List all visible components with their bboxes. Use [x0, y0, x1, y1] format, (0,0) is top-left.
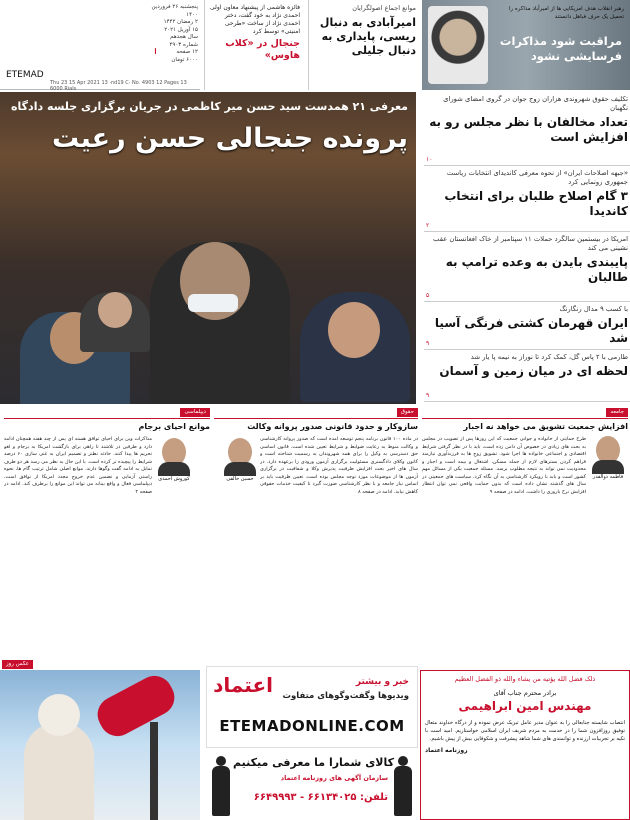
issue-hijri: ۲ رمضان ۱۴۴۲ [163, 19, 198, 25]
person-silhouette-icon [210, 756, 232, 818]
main-kicker: معرفی ۲۱ همدست سید حسن میر کاظمی در جریان برگزاری جلسه دادگاه [11, 100, 408, 113]
news-item[interactable] [424, 166, 630, 232]
news-headline: ۳ گام اصلاح طلبان برای انتخاب کاندیدا [444, 189, 628, 218]
notice-signature: روزنامه اعتماد [425, 747, 468, 754]
issue-info [146, 4, 198, 64]
defendant-photo [150, 242, 290, 404]
notice-body: انتصاب شایسته جنابعالی را به عنوان مدیر عامل تبریک عرض نموده و از درگاه خداوند متعال توفیق روزافزون شما را در خدمت به مردم شریف ایران اسلامی خواستاریم. امید است با تکیه بر تجربیات ارزنده و توانمندی های شما شاهد پیشرفت و شکوفایی بیش از پیش باشیم. [425, 720, 625, 742]
news-item[interactable] [424, 232, 630, 302]
teaser-leader[interactable] [422, 0, 630, 90]
page-number: ۱۰ [426, 156, 433, 163]
author-photo [156, 438, 192, 482]
author-photo [222, 438, 258, 482]
person-silhouette-icon [392, 756, 414, 818]
ad-phone[interactable]: تلفن: ۶۶۱۳۴۰۲۵ - ۶۶۴۹۹۹۳ [253, 792, 388, 803]
issue-pages: ۱۲ صفحه [176, 49, 198, 55]
photo-of-the-day[interactable] [0, 670, 200, 820]
issue-date: پنجشنبه ۲۶ فروردین ۱۴۰۰ [151, 4, 198, 18]
teaser-kicker: موانع اجماع اصولگرایان [352, 4, 416, 12]
news-kicker: «جبهه اصلاحات ایران» از نحوه معرفی کاندیدای انتخابات ریاست جمهوری رونمایی کرد [446, 169, 628, 186]
telescope-stand [150, 722, 158, 820]
author-name: کوروش احمدی [158, 476, 190, 482]
news-kicker: تکلیف حقوق شهروندی هزاران زوج جوان در گروی امضای شورای نگهبان [443, 95, 628, 112]
news-kicker: با کسب ۹ مدال رنگارنگ [559, 305, 628, 313]
ad-subline: سازمان آگهی های روزنامه اعتماد [280, 774, 388, 782]
news-kicker: امریکا در بیستمین سالگرد حملات ۱۱ سپتامبر از خاک افغانستان عقب نشینی می کند [433, 235, 628, 252]
column-title[interactable]: سازوکار و حدود قانونی صدور پروانه وکالت [247, 422, 418, 431]
notice-addressee: برادر محترم جناب آقای [493, 689, 557, 697]
column-title[interactable]: موانع احیای برجام [138, 422, 210, 431]
teaser-kicker: فائزه هاشمی از پیشنهاد معاون اولی احمدی نژاد به خود گفت، دختر احمدی نژاد از ساخت «طرحی امنیتی» توسط کرد [210, 4, 300, 35]
section-rule [422, 418, 628, 419]
ad-headline: کالای شمارا ما معرفی میکنیم [233, 756, 394, 769]
ad-line: خبر و بیشتر [355, 677, 409, 687]
leader-photo [428, 6, 488, 84]
column-body: در ماده ۱۰۰ قانون برنامه پنجم توسعه آمده است که صدور پروانه کارشناسی و وکالت منوط به رعایت ضوابط و شرایط تعیین شده است. قانون اساسی حق دسترسی به وکیل را برای همه شهروندان به رسمیت شناخته است و کانون وکلای دادگستری مسئولیت برگزاری آزمون ورودی را برعهده دارد. در سال های اخیر بحث افزایش ظرفیت پذیرش وکلا و شفافیت در برگزاری آزمون ها از موضوعات مورد توجه مجلس بوده است. تعیین ظرفیت باید بر اساس نیاز جامعه و با نظر کارشناسی صورت گیرد تا کیفیت خدمات حقوقی کاهش نیابد. ادامه در صفحه ۸ [260, 436, 418, 495]
teaser-headline: جنجال در «کلاب هاوس» [225, 38, 300, 61]
teaser-headline: امیرآبادی به دنبال ریسی، پایداری به دنبال جلیلی [319, 16, 416, 57]
author-name: فاطمه ذوالقدر [592, 474, 624, 480]
news-headline: پایبندی بایدن به وعده ترامپ به طالبان [445, 255, 628, 284]
news-headline: لحظه ای در میان زمین و آسمان [439, 364, 628, 378]
section-rule [214, 418, 418, 419]
issue-year: سال هجدهم [170, 34, 198, 40]
teaser-clubhouse[interactable] [204, 0, 304, 90]
right-column [420, 92, 630, 400]
author-name: حسین خالقی [226, 476, 254, 482]
page-number: ۹ [426, 392, 430, 399]
ad-line: ویدیوها وگفت‌وگوهای متفاوت [282, 691, 409, 701]
masthead [0, 0, 200, 90]
column-body: مذاکرات وین برای احیای توافق هسته ای پس از چند هفته همچنان ادامه دارد و طرفین در تلاشند تا راهی برای بازگشت امریکا به برجام و لغو تحریم ها پیدا کنند. حادثه نطنز و تصمیم ایران به غنی سازی ۶۰ درصد شرایط را پیچیده تر کرده است. با این حال به نظر می رسد هر دو طرف تمایل به ادامه گفت وگوها دارند. موانع اصلی شامل ترتیب گام ها، نحوه راستی آزمایی و تضمین عدم خروج مجدد امریکا از توافق است. دیپلماسی فعال و واقع بینانه می تواند این موانع را برطرف کند. ادامه در صفحه ۴ [4, 436, 152, 495]
page-number: ۹ [426, 340, 430, 347]
page-number: ۵ [426, 292, 430, 299]
news-headline: ایران قهرمان کشتی فرنگی آسیا شد [434, 316, 628, 345]
notice-verse: ذلک فضل الله یؤتیه من یشاء والله ذو الفضل العظیم [454, 675, 596, 683]
court-attendee-photo [80, 292, 150, 352]
telescope-photo [91, 670, 180, 742]
main-story-photo[interactable] [0, 92, 416, 404]
section-label: دیپلماسی [180, 408, 210, 417]
section-label: عکس روز [2, 660, 33, 669]
brand-latin: ETEMAD [6, 70, 44, 80]
column-body: طرح حمایتی از خانواده و جوانی جمعیت که این روزها پس از تصویب در مجلس به بحث های زیادی در خصوص آن دامن زده است، باید با در نظر گرفتن شرایط اقتصادی و اجتماعی خانواده ها اجرا شود. تشویق زوج ها به فرزندآوری نیازمند فراهم کردن بسترهای لازم از جمله مسکن، اشتغال و بیمه است و اجبار و محدودیت نمی تواند به نتیجه مطلوب برسد. مسئله جمعیت یکی از مسائل مهم کشور است و باید با رویکرد کارشناسی به آن نگاه کرد. سیاست های جمعیتی در سال های گذشته نشان داده است که بدون حمایت واقعی نمی توان انتظار افزایش نرخ باروری را داشت. ادامه در صفحه ۹ [422, 436, 586, 495]
advertising-ad[interactable] [206, 752, 418, 820]
page-number: ۲ [426, 222, 430, 229]
column-title[interactable]: افزایش جمعیت تشویق می خواهد نه اجبار [463, 422, 628, 431]
section-rule [4, 418, 210, 419]
section-label: حقوق [397, 408, 418, 417]
news-item[interactable] [424, 92, 630, 166]
notice-name: مهندس امین ابراهیمی [458, 699, 592, 713]
etemad-logo [6, 4, 156, 66]
author-photo [590, 436, 626, 480]
cleric-photo [24, 722, 94, 820]
court-attendee-photo [300, 292, 410, 402]
issue-price: ۶۰۰۰ تومان [171, 56, 198, 63]
section-label: جامعه [606, 408, 628, 417]
teaser-kicker: رهبر انقلاب هدف امریکایی ها از امیرآباد مذاکره را تحمیل یک حرف فباهل دانستند [508, 6, 624, 20]
dateline: Thu 23 15 Apr 2021 13 ·nd19 C· No. 4903 12 Pages 13 6000 Rials [50, 80, 187, 92]
teaser-headline: مراقبت شود مذاکرات فرسایشی نشود [499, 34, 622, 63]
news-item[interactable] [424, 302, 630, 350]
ad-logo: اعتماد [213, 673, 273, 697]
issue-gregorian: ۱۵ آوریل ۲۰۲۱ [164, 26, 198, 33]
news-kicker: طارمی با ۲ پاس گل، کمک کرد تا نوراز به نیمه پا یار شد [470, 353, 628, 361]
etemad-online-ad[interactable] [206, 666, 418, 748]
congratulation-notice [420, 670, 630, 820]
main-headline[interactable]: پرونده جنجالی حسن رعیت [52, 123, 408, 154]
ad-url[interactable]: ETEMADONLINE.COM [219, 717, 405, 735]
news-item[interactable] [424, 350, 630, 402]
issue-number: شماره ۴۹۰۳ [169, 41, 198, 48]
teaser-principlists[interactable] [308, 0, 420, 90]
news-headline: تعداد مخالفان با نظر مجلس رو به افزایش است [429, 115, 628, 144]
